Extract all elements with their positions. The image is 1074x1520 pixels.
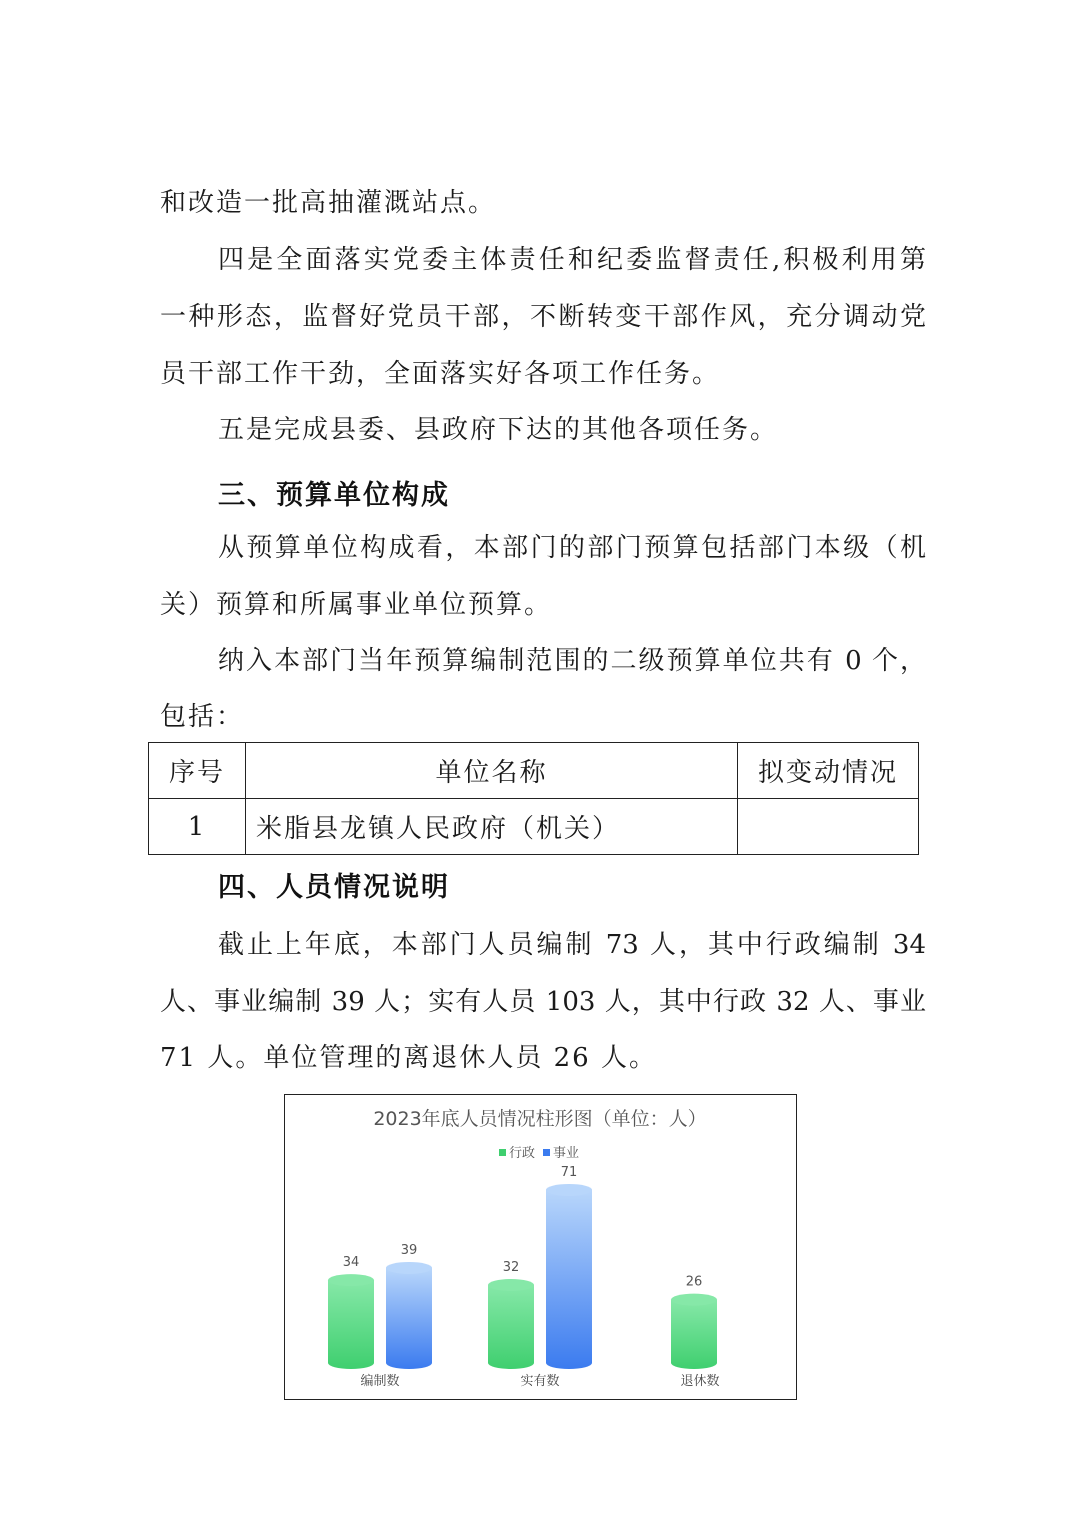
paragraph-line: 和改造一批高抽灌溉站点。 [160, 188, 497, 218]
chart-title: 2023年底人员情况柱形图（单位：人） [373, 1108, 707, 1130]
bar-cap [328, 1274, 374, 1286]
x-tick-label: 编制数 [360, 1374, 400, 1389]
data-label: 34 [342, 1255, 360, 1271]
x-tick-label: 退休数 [680, 1374, 720, 1389]
header-unit-name: 单位名称 [246, 743, 738, 799]
data-label: 39 [400, 1242, 418, 1258]
section-heading: 三、预算单位构成 [218, 480, 450, 511]
header-index: 序号 [149, 743, 246, 799]
cell-unit-name: 米脂县龙镇人民政府（机关） [246, 799, 738, 855]
bar-cap [488, 1279, 534, 1291]
table-row [149, 799, 919, 855]
paragraph-line: 四是全面落实党委主体责任和纪委监督责任,积极利用第 [218, 245, 926, 275]
paragraph-line: 包括： [160, 702, 245, 732]
legend-label: 行政 [509, 1146, 536, 1161]
chart-canvas [285, 1095, 796, 1399]
chart-x-axis-labels [360, 1373, 719, 1389]
paragraph-line: 关）预算和所属事业单位预算。 [160, 590, 553, 620]
data-label: 26 [685, 1274, 703, 1290]
data-label: 71 [560, 1164, 578, 1180]
staff-bar-chart [284, 1094, 797, 1400]
section-heading: 四、人员情况说明 [218, 872, 450, 903]
table-header-row [149, 743, 919, 799]
legend-swatch [499, 1149, 506, 1156]
paragraph-line: 人、事业编制 39 人；实有人员 103 人，其中行政 32 人、事业 [160, 987, 926, 1017]
legend-label: 事业 [553, 1146, 580, 1161]
bar-行政-退休数 [671, 1300, 717, 1369]
bar-事业-编制数 [386, 1268, 432, 1369]
paragraph-line: 截止上年底，本部门人员编制 73 人，其中行政编制 34 [218, 930, 926, 960]
bar-事业-实有数 [546, 1190, 592, 1369]
budget-units-table [148, 742, 919, 855]
data-label: 32 [502, 1260, 520, 1275]
x-tick-label: 实有数 [520, 1374, 560, 1389]
legend-swatch [543, 1149, 550, 1156]
paragraph-line: 纳入本部门当年预算编制范围的二级预算单位共有 0 个， [218, 646, 926, 676]
paragraph-line: 员干部工作干劲，全面落实好各项工作任务。 [160, 359, 721, 389]
header-change: 拟变动情况 [738, 743, 919, 799]
bar-行政-编制数 [328, 1280, 374, 1369]
paragraph-line: 从预算单位构成看，本部门的部门预算包括部门本级（机 [218, 533, 926, 563]
paragraph-line: 71 人。单位管理的离退休人员 26 人。 [160, 1043, 657, 1073]
chart-legend [499, 1145, 579, 1161]
cell-change [738, 799, 919, 855]
bar-cap [671, 1294, 717, 1306]
chart-bars [328, 1165, 717, 1369]
paragraph-line: 五是完成县委、县政府下达的其他各项任务。 [218, 415, 779, 445]
bar-cap [386, 1262, 432, 1274]
bar-cap [546, 1184, 592, 1196]
paragraph-line: 一种形态，监督好党员干部，不断转变干部作风，充分调动党 [160, 302, 926, 332]
bar-行政-实有数 [488, 1285, 534, 1369]
cell-index: 1 [149, 799, 246, 855]
